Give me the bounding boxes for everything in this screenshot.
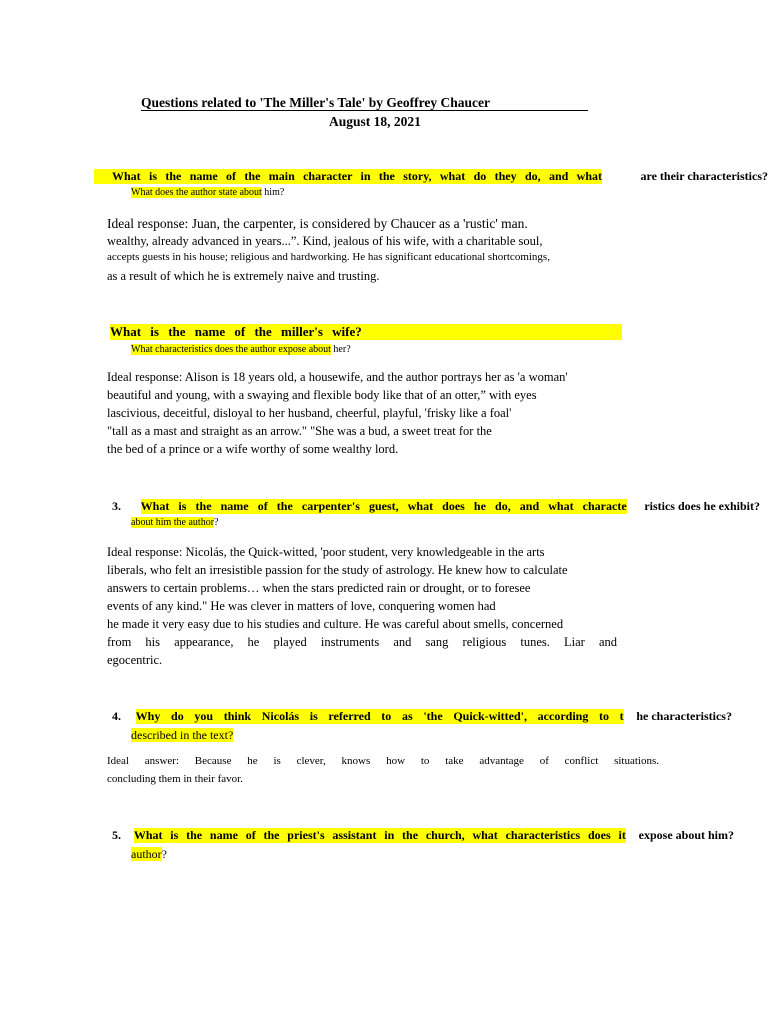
answer-2-line: "tall as a mast and straight as an arrow." "She was a bud, a sweet treat for the — [107, 424, 492, 438]
question-5-rest: expose about him? — [638, 828, 734, 842]
answer-1-line: as a result of which he is extremely naive and trusting. — [107, 269, 380, 283]
question-4-number: 4. — [112, 709, 121, 723]
question-2-subline — [131, 344, 351, 355]
answer-2-line: beautiful and young, with a swaying and flexible body like that of an otter,” with eyes — [107, 388, 537, 402]
question-2 — [110, 324, 622, 340]
answer-4-line: concluding them in their favor. — [107, 773, 243, 785]
question-2-sub-highlight: What characteristics does the author expose about — [131, 344, 331, 355]
question-4-rest: he characteristics? — [636, 709, 732, 723]
question-4-sub-highlight: described in the text? — [131, 728, 234, 742]
question-5-highlight: What is the name of the priest's assistant in the church, what characteristics does it — [133, 828, 626, 842]
answer-3-line: he made it very easy due to his studies and culture. He was careful about smells, concerned — [107, 617, 564, 631]
question-3-highlight: What is the name of the carpenter's guest, what does he do, and what characte — [140, 499, 627, 513]
answer-3-line: answers to certain problems… when the stars predicted rain or drought, or to foresee — [107, 581, 531, 595]
answer-3-line: egocentric. — [107, 653, 163, 667]
answer-1-line: Ideal response: Juan, the carpenter, is considered by Chaucer as a 'rustic' man. — [107, 216, 528, 231]
question-1-rest: are their characteristics? — [640, 169, 768, 183]
question-1 — [112, 169, 768, 184]
question-4-highlight: Why do you think Nicolás is referred to as 'the Quick-witted', according to t — [135, 709, 624, 723]
title-underline — [141, 110, 588, 111]
question-1-sub-rest: him? — [261, 187, 285, 198]
document-title: Questions related to 'The Miller's Tale' by Geoffrey Chaucer — [141, 95, 490, 110]
question-5 — [112, 828, 734, 843]
answer-3-line: events of any kind." He was clever in matters of love, conquering women had — [107, 599, 496, 613]
question-1-sub-highlight: What does the author state about — [131, 187, 262, 198]
answer-3-line: liberals, who felt an irresistible passion for the study of astrology. He knew how to calculate — [107, 563, 568, 577]
question-5-subline — [131, 847, 167, 862]
question-5-number: 5. — [112, 828, 121, 842]
question-3-subline — [131, 517, 219, 528]
question-3-sub-rest: ? — [214, 517, 219, 528]
answer-2-line: lascivious, deceitful, disloyal to her husband, cheerful, playful, 'frisky like a foal' — [107, 406, 512, 420]
question-3 — [112, 499, 760, 514]
question-4-subline — [131, 728, 233, 743]
answer-3-line: Ideal response: Nicolás, the Quick-witted, 'poor student, very knowledgeable in the arts — [107, 545, 545, 559]
answer-2-line: the bed of a prince or a wife worthy of some wealthy lord. — [107, 442, 399, 456]
question-2-sub-rest: her? — [330, 344, 351, 355]
answer-3-line: from his appearance, he played instruments and sang religious tunes. Liar and — [107, 635, 617, 649]
question-3-rest: ristics does he exhibit? — [644, 499, 760, 513]
question-3-sub-highlight: about him the author — [131, 517, 215, 528]
question-2-highlight: What is the name of the miller's wife? — [110, 324, 622, 340]
answer-1-line: accepts guests in his house; religious and hardworking. He has significant educational shortcomings, — [107, 251, 550, 263]
answer-1-line: wealthy, already advanced in years...”. Kind, jealous of his wife, with a charitable soul, — [107, 234, 543, 248]
question-4 — [112, 709, 732, 724]
question-5-sub-rest: ? — [161, 847, 167, 861]
question-3-number: 3. — [112, 499, 121, 513]
document-date: August 18, 2021 — [329, 114, 421, 129]
answer-2-line: Ideal response: Alison is 18 years old, a housewife, and the author portrays her as 'a woman' — [107, 370, 568, 384]
question-5-sub-highlight: author — [131, 847, 162, 861]
question-1-highlight: What is the name of the main character in the story, what do they do, and what — [94, 169, 602, 184]
answer-4-line: Ideal answer: Because he is clever, knows how to take advantage of conflict situations. — [107, 755, 659, 767]
question-1-subline — [131, 187, 284, 198]
